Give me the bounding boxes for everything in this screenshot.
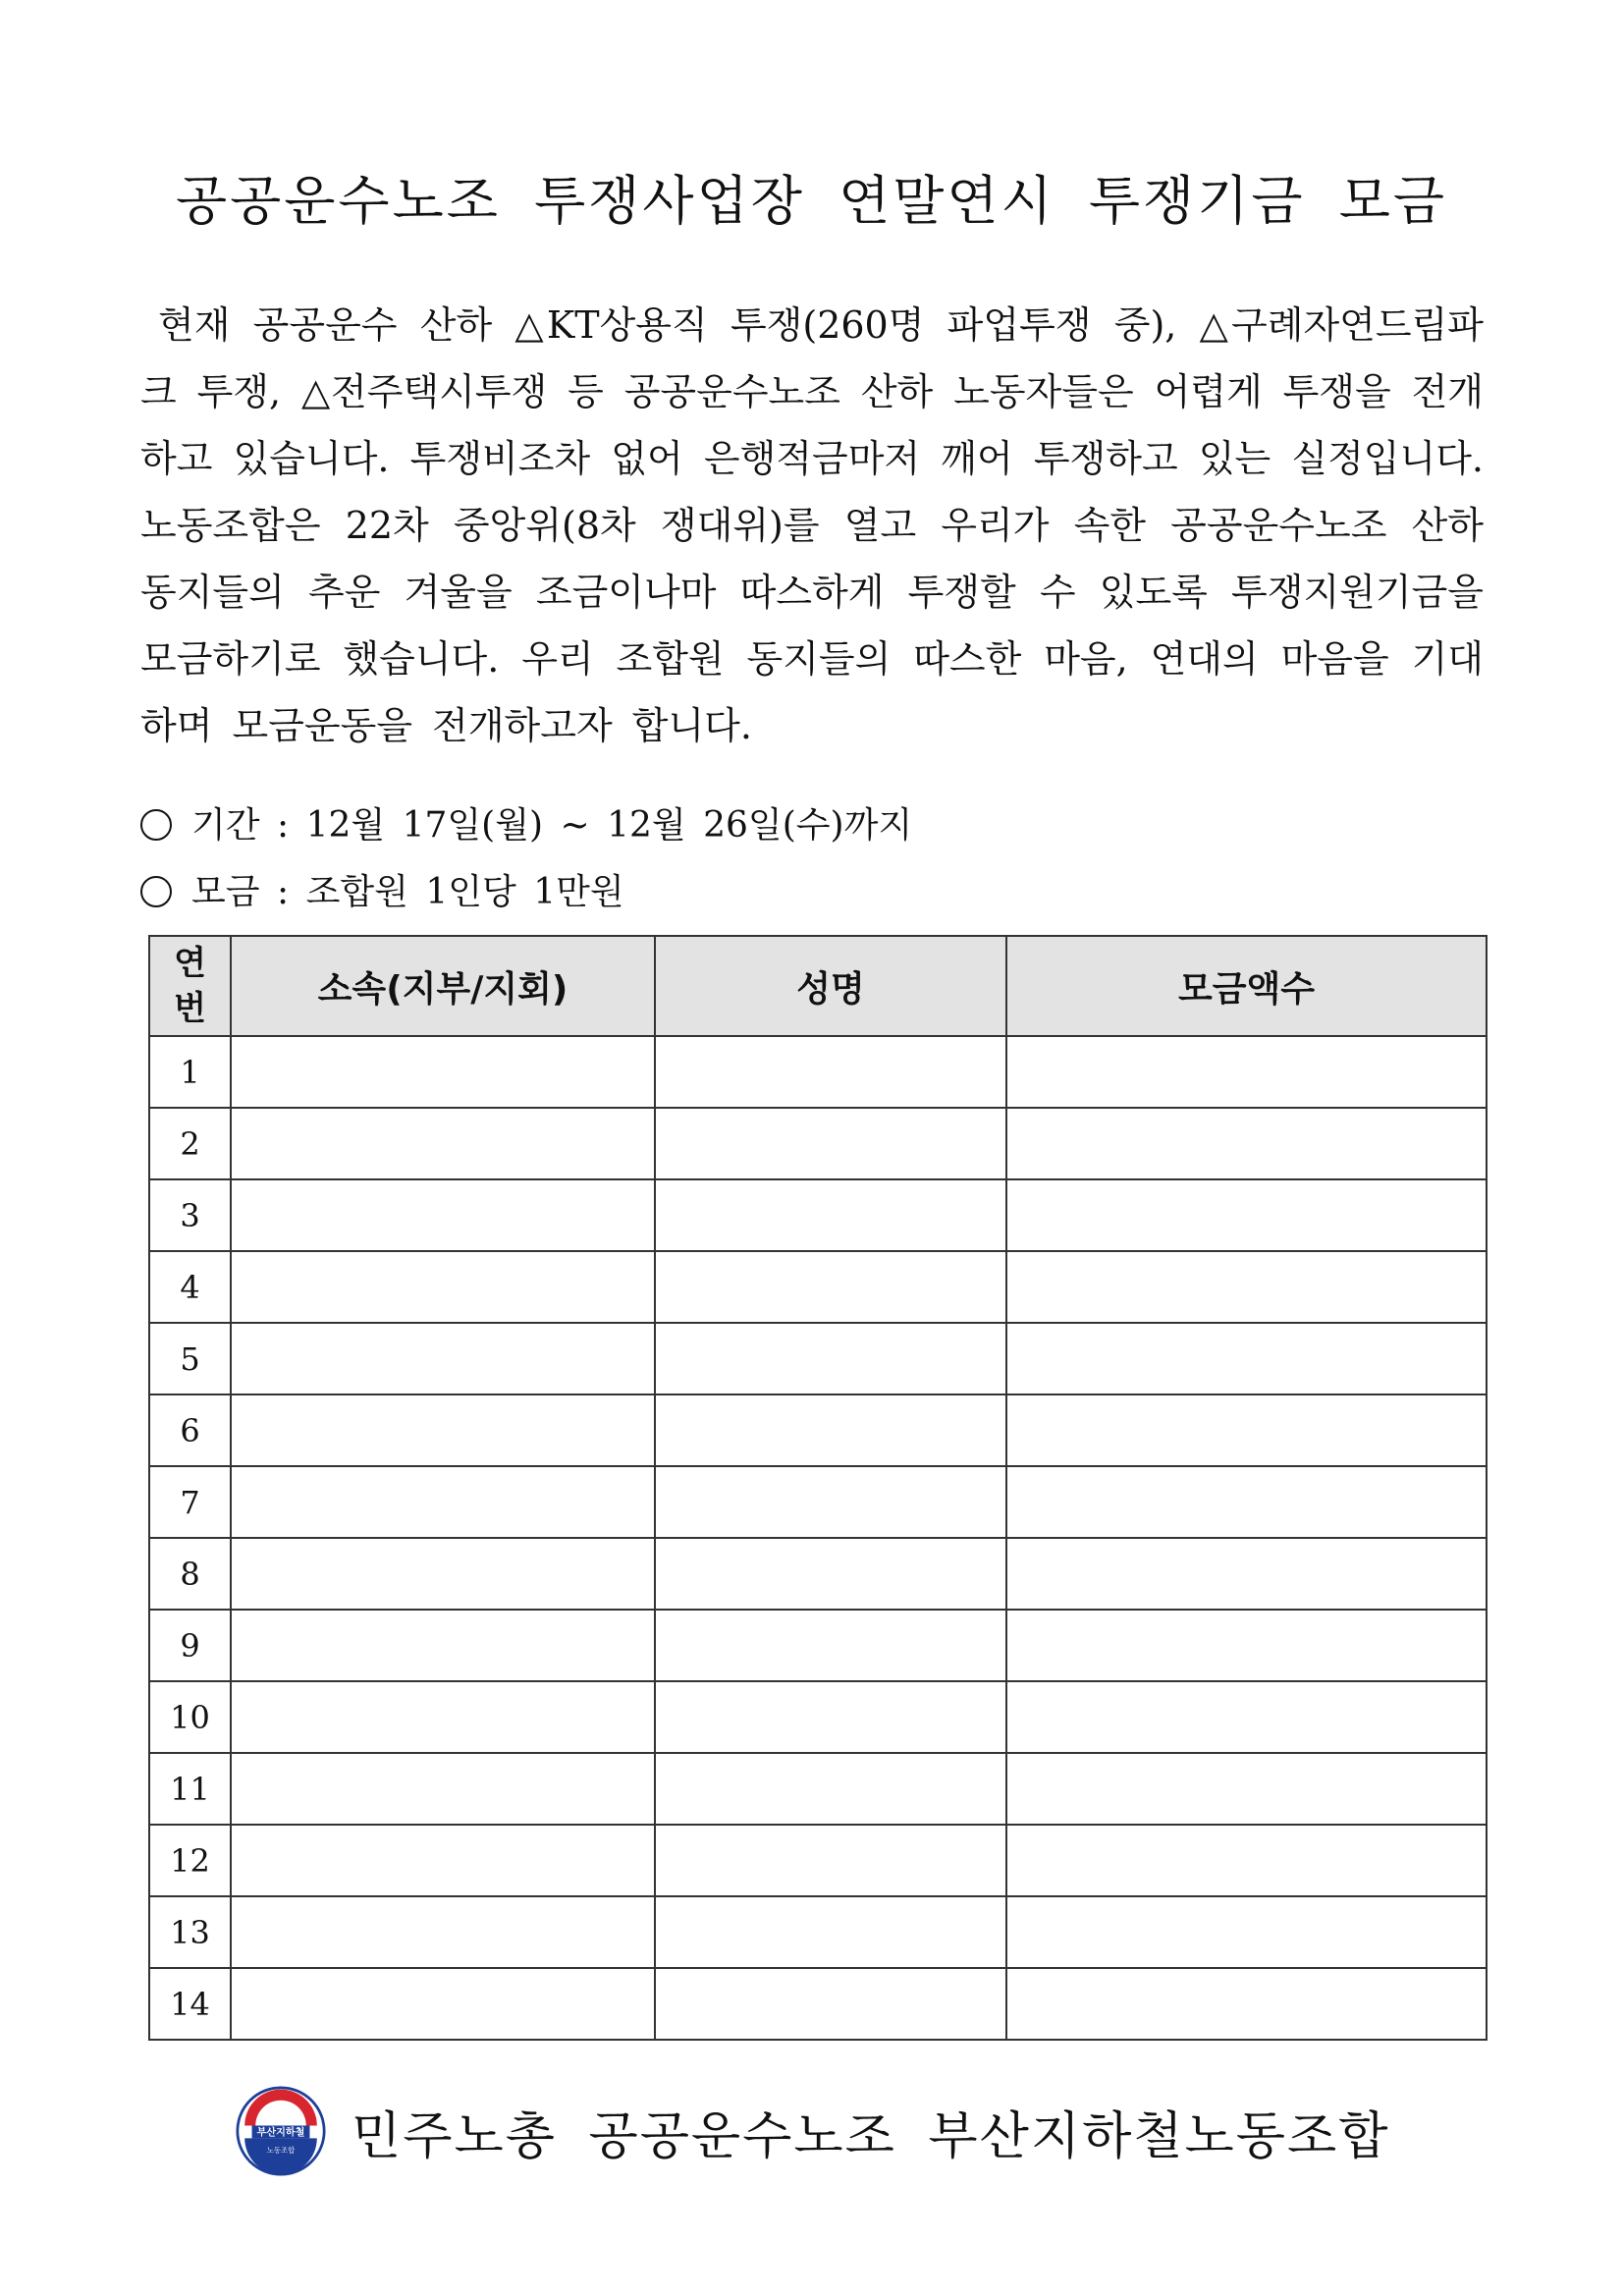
name-cell[interactable] <box>655 1538 1006 1610</box>
affiliation-cell[interactable] <box>231 1036 655 1108</box>
amount-cell[interactable] <box>1006 1610 1487 1681</box>
name-cell[interactable] <box>655 1251 1006 1323</box>
table-row <box>149 1466 1487 1538</box>
period-text: 기간 : 12월 17일(월) ~ 12월 26일(수)까지 <box>191 805 913 846</box>
name-cell[interactable] <box>655 1753 1006 1825</box>
row-number: 2 <box>149 1108 231 1179</box>
union-logo-icon <box>236 2086 326 2176</box>
info-amount <box>140 864 1417 914</box>
header-affiliation: 소속(지부/지회) <box>231 936 655 1036</box>
table-row <box>149 1610 1487 1681</box>
amount-cell[interactable] <box>1006 1825 1487 1896</box>
row-number: 13 <box>149 1896 231 1968</box>
affiliation-cell[interactable] <box>231 1825 655 1896</box>
table-row <box>149 1681 1487 1753</box>
name-cell[interactable] <box>655 1968 1006 2040</box>
amount-cell[interactable] <box>1006 1896 1487 1968</box>
name-cell[interactable] <box>655 1179 1006 1251</box>
affiliation-cell[interactable] <box>231 1466 655 1538</box>
amount-cell[interactable] <box>1006 1323 1487 1394</box>
header-amount: 모금액수 <box>1006 936 1487 1036</box>
amount-cell[interactable] <box>1006 1251 1487 1323</box>
amount-cell[interactable] <box>1006 1108 1487 1179</box>
table-row <box>149 1896 1487 1968</box>
row-number: 6 <box>149 1394 231 1466</box>
table-row <box>149 1968 1487 2040</box>
amount-cell[interactable] <box>1006 1681 1487 1753</box>
table-row <box>149 1251 1487 1323</box>
document-title: 공공운수노조 투쟁사업장 연말연시 투쟁기금 모금 <box>175 170 1448 232</box>
name-cell[interactable] <box>655 1108 1006 1179</box>
amount-cell[interactable] <box>1006 1538 1487 1610</box>
affiliation-cell[interactable] <box>231 1323 655 1394</box>
table-header-row <box>149 936 1487 1036</box>
table-row <box>149 1179 1487 1251</box>
circle-bullet-icon <box>140 876 172 907</box>
footer <box>236 2082 1389 2180</box>
header-serial-line2: 번 <box>174 989 206 1028</box>
name-cell[interactable] <box>655 1681 1006 1753</box>
intro-paragraph: 현재 공공운수 산하 △KT상용직 투쟁(260명 파업투쟁 중), △구례자연드림파크 투쟁, △전주택시투쟁 등 공공운수노조 산하 노동자들은 어렵게 투쟁을 전개하고 있습니다. 투쟁비조차 없어 은행적금마저 깨어 투쟁하고 있는 실정입니다. 노동조합은 22차 중앙위(8차 쟁대위)를 열고 우리가 속한 공공운수노조 산하 동지들의 추운 겨울을 조금이나마 따스하게 투쟁할 수 있도록 투쟁지원기금을 모금하기로 했습니다. 우리 조합원 동지들의 따스한 마음, 연대의 마음을 기대하며 모금운동을 전개하고자 합니다. <box>140 303 1484 747</box>
logo-text-top: 부산지하철 <box>256 2127 305 2139</box>
row-number: 1 <box>149 1036 231 1108</box>
name-cell[interactable] <box>655 1825 1006 1896</box>
logo-text-bottom: 노동조합 <box>266 2146 296 2156</box>
header-serial-line1: 연 <box>174 944 206 983</box>
row-number: 10 <box>149 1681 231 1753</box>
row-number: 8 <box>149 1538 231 1610</box>
affiliation-cell[interactable] <box>231 1610 655 1681</box>
name-cell[interactable] <box>655 1466 1006 1538</box>
row-number: 3 <box>149 1179 231 1251</box>
table-row <box>149 1323 1487 1394</box>
name-cell[interactable] <box>655 1610 1006 1681</box>
header-name: 성명 <box>655 936 1006 1036</box>
affiliation-cell[interactable] <box>231 1896 655 1968</box>
organization-name: 민주노총 공공운수노조 부산지하철노동조합 <box>352 2106 1390 2166</box>
table-row <box>149 1394 1487 1466</box>
amount-cell[interactable] <box>1006 1394 1487 1466</box>
affiliation-cell[interactable] <box>231 1538 655 1610</box>
row-number: 5 <box>149 1323 231 1394</box>
table-row <box>149 1538 1487 1610</box>
donation-table <box>148 935 1488 2041</box>
amount-text: 모금 : 조합원 1인당 1만원 <box>191 872 624 912</box>
table-row <box>149 1753 1487 1825</box>
circle-bullet-icon <box>140 809 172 841</box>
table-row <box>149 1825 1487 1896</box>
affiliation-cell[interactable] <box>231 1753 655 1825</box>
row-number: 14 <box>149 1968 231 2040</box>
header-serial-number <box>149 936 231 1036</box>
row-number: 4 <box>149 1251 231 1323</box>
amount-cell[interactable] <box>1006 1179 1487 1251</box>
amount-cell[interactable] <box>1006 1753 1487 1825</box>
table-row <box>149 1108 1487 1179</box>
row-number: 7 <box>149 1466 231 1538</box>
name-cell[interactable] <box>655 1036 1006 1108</box>
affiliation-cell[interactable] <box>231 1394 655 1466</box>
affiliation-cell[interactable] <box>231 1968 655 2040</box>
amount-cell[interactable] <box>1006 1036 1487 1108</box>
row-number: 12 <box>149 1825 231 1896</box>
affiliation-cell[interactable] <box>231 1108 655 1179</box>
table-row <box>149 1036 1487 1108</box>
name-cell[interactable] <box>655 1896 1006 1968</box>
name-cell[interactable] <box>655 1394 1006 1466</box>
affiliation-cell[interactable] <box>231 1179 655 1251</box>
affiliation-cell[interactable] <box>231 1681 655 1753</box>
row-number: 11 <box>149 1753 231 1825</box>
amount-cell[interactable] <box>1006 1968 1487 2040</box>
amount-cell[interactable] <box>1006 1466 1487 1538</box>
info-period <box>140 797 1417 847</box>
name-cell[interactable] <box>655 1323 1006 1394</box>
row-number: 9 <box>149 1610 231 1681</box>
table-body <box>149 1036 1487 2040</box>
affiliation-cell[interactable] <box>231 1251 655 1323</box>
